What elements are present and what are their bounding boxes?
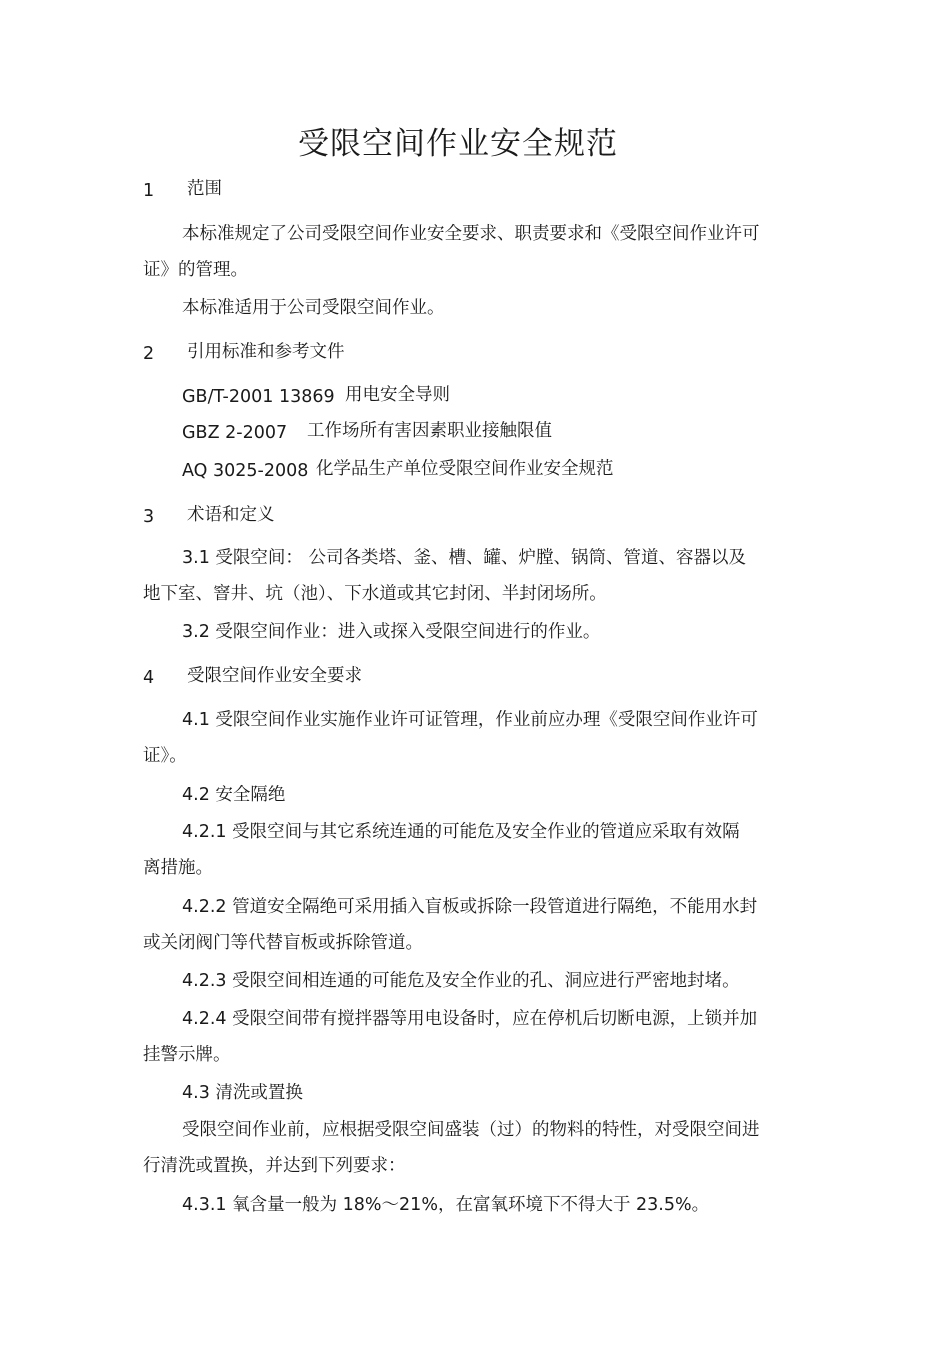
reference-name: 工作场所有害因素职业接触限值 <box>307 421 552 441</box>
section-2-number: 2 <box>143 344 155 364</box>
req-4-3-heading: 4.3 清洗或置换 <box>182 1083 303 1103</box>
req-4-3-1: 4.3.1 氧含量一般为 18%～21%，在富氧环境下不得大于 23.5%。 <box>182 1195 710 1215</box>
req-4-2-4-line-2: 挂警示牌。 <box>143 1045 231 1065</box>
req-4-3-paragraph-line-1: 受限空间作业前，应根据受限空间盛装（过）的物料的特性，对受限空间进 <box>182 1120 760 1140</box>
req-4-2-2-line-1: 4.2.2 管道安全隔绝可采用插入盲板或拆除一段管道进行隔绝，不能用水封 <box>182 897 758 917</box>
section-2-title: 引用标准和参考文件 <box>187 342 345 362</box>
req-4-2-3: 4.2.3 受限空间相连通的可能危及安全作业的孔、洞应进行严密地封堵。 <box>182 971 740 991</box>
reference-code: AQ 3025-2008 <box>182 461 309 481</box>
req-4-1-line-2: 证》。 <box>143 746 187 766</box>
scope-paragraph-line-1: 本标准规定了公司受限空间作业安全要求、职责要求和《受限空间作业许可 <box>182 224 760 244</box>
reference-name: 用电安全导则 <box>345 385 450 405</box>
scope-applicability: 本标准适用于公司受限空间作业。 <box>182 298 445 318</box>
req-4-2-2-line-2: 或关闭阀门等代替盲板或拆除管道。 <box>143 933 423 953</box>
section-1-title: 范围 <box>187 179 222 199</box>
reference-name: 化学品生产单位受限空间作业安全规范 <box>316 459 614 479</box>
term-3-1-line-1: 3.1 受限空间： 公司各类塔、釜、槽、罐、炉膛、锅筒、管道、容器以及 <box>182 548 746 568</box>
section-4-number: 4 <box>143 668 155 688</box>
section-4-title: 受限空间作业安全要求 <box>187 666 362 686</box>
reference-code: GB/T-2001 13869 <box>182 387 335 407</box>
term-3-2: 3.2 受限空间作业：进入或探入受限空间进行的作业。 <box>182 622 601 642</box>
req-4-2-heading: 4.2 安全隔绝 <box>182 785 286 805</box>
req-4-3-paragraph-line-2: 行清洗或置换，并达到下列要求： <box>143 1156 406 1176</box>
req-4-1-line-1: 4.1 受限空间作业实施作业许可证管理，作业前应办理《受限空间作业许可 <box>182 710 758 730</box>
section-3-title: 术语和定义 <box>187 505 275 525</box>
reference-code: GBZ 2-2007 <box>182 423 288 443</box>
req-4-2-4-line-1: 4.2.4 受限空间带有搅拌器等用电设备时，应在停机后切断电源，上锁并加 <box>182 1009 758 1029</box>
req-4-2-1-line-2: 离措施。 <box>143 858 213 878</box>
term-3-1-line-2: 地下室、窨井、坑（池）、下水道或其它封闭、半封闭场所。 <box>143 584 607 604</box>
section-1-number: 1 <box>143 181 155 201</box>
scope-paragraph-line-2: 证》的管理。 <box>143 260 248 280</box>
section-3-number: 3 <box>143 507 155 527</box>
document-title: 受限空间作业安全规范 <box>298 126 618 162</box>
req-4-2-1-line-1: 4.2.1 受限空间与其它系统连通的可能危及安全作业的管道应采取有效隔 <box>182 822 740 842</box>
